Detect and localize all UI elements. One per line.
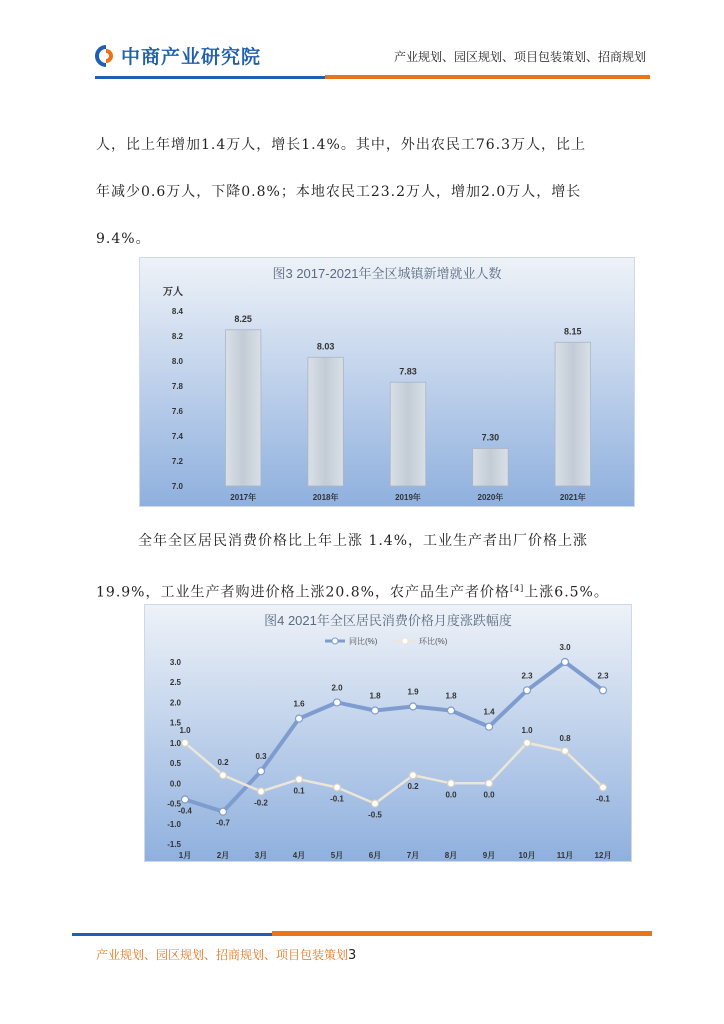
footnote-ref[interactable]: [4]: [509, 584, 525, 593]
page-header: [0, 0, 724, 90]
y-tick-label: -1.5: [167, 840, 181, 849]
y-tick-label: -0.5: [167, 799, 181, 809]
paragraph-line: 全年全区居民消费价格比上年上涨 1.4%，工业生产者出厂价格上涨: [138, 533, 589, 549]
data-label: 2.0: [331, 683, 343, 693]
y-tick-label: 2.0: [169, 698, 181, 708]
paragraph-line: 人，比上年增加1.4万人，增长1.4%。其中，外出农民工76.3万人，比上: [96, 137, 587, 153]
x-tick-label: 5月: [330, 851, 344, 860]
y-tick-label: 7.6: [171, 407, 183, 416]
y-tick-label: 1.0: [169, 738, 181, 748]
x-tick-label: 2018年: [312, 493, 339, 502]
logo-icon: [95, 45, 117, 67]
bar-value-label: 8.25: [234, 313, 252, 324]
y-axis-label: 万人: [163, 287, 183, 298]
x-tick-label: 4月: [292, 851, 306, 860]
data-point: [372, 707, 379, 714]
data-label: 1.9: [407, 687, 419, 697]
data-label: 1.0: [179, 725, 191, 735]
header-divider-orange: [325, 75, 650, 79]
paragraph-line: 9.4%。: [96, 231, 151, 247]
footer: [96, 946, 356, 963]
x-tick-label: 3月: [254, 851, 268, 860]
data-point: [258, 768, 265, 775]
bar-value-label: 7.83: [399, 366, 417, 377]
y-tick-label: 0.5: [169, 759, 181, 769]
data-point: [600, 784, 607, 791]
bar-value-label: 8.03: [316, 341, 335, 352]
data-point: [486, 780, 493, 787]
data-label: 0.0: [445, 790, 457, 800]
data-label: 3.0: [559, 643, 571, 652]
bar: [473, 449, 508, 487]
paragraph-1: [96, 122, 652, 263]
data-label: 0.2: [217, 758, 229, 768]
data-label: 2.3: [597, 671, 609, 681]
data-point: [220, 772, 227, 779]
data-label: -0.2: [254, 798, 268, 808]
y-tick-label: 3.0: [169, 658, 181, 667]
x-tick-label: 11月: [556, 851, 574, 860]
data-label: -0.4: [178, 806, 192, 816]
x-tick-label: 7月: [406, 851, 420, 860]
data-label: 0.8: [559, 733, 571, 743]
data-point: [486, 723, 493, 730]
bar-value-label: 7.30: [481, 432, 500, 443]
y-tick-label: -1.0: [167, 819, 181, 829]
data-label: 0.1: [293, 786, 305, 796]
data-label: 1.0: [521, 725, 533, 735]
x-tick-label: 2019年: [395, 493, 421, 502]
data-label: 0.2: [407, 782, 419, 792]
x-tick-label: 2017年: [230, 493, 257, 502]
data-point: [258, 788, 265, 795]
data-point: [334, 699, 341, 706]
data-point: [296, 715, 303, 722]
x-tick-label: 2020年: [477, 493, 504, 502]
data-point: [220, 808, 227, 815]
y-tick-label: 2.5: [169, 678, 181, 688]
y-tick-label: 7.0: [171, 482, 183, 491]
x-tick-label: 12月: [594, 851, 612, 860]
data-label: -0.7: [216, 818, 230, 828]
data-point: [182, 739, 189, 746]
y-tick-label: 7.2: [171, 457, 183, 466]
legend-marker: [402, 638, 408, 644]
data-label: 2.3: [521, 671, 533, 681]
footer-divider-blue: [72, 933, 272, 936]
x-tick-label: 6月: [368, 851, 382, 860]
data-point: [296, 776, 303, 783]
legend-item-mom: 环比(%): [419, 637, 448, 646]
y-tick-label: 1.5: [169, 718, 181, 728]
data-label: 0.3: [255, 752, 267, 762]
y-tick-label: 8.0: [171, 357, 183, 366]
chart-cpi-svg: [145, 605, 631, 861]
bar: [308, 357, 343, 486]
data-label: -0.1: [330, 794, 344, 804]
y-tick-label: 8.2: [171, 332, 183, 341]
data-point: [410, 703, 417, 710]
bar: [390, 382, 425, 486]
data-label: 0.0: [483, 790, 495, 800]
chart-cpi: [144, 604, 632, 862]
x-tick-label: 10月: [518, 851, 536, 860]
chart-employment: [139, 257, 635, 507]
paragraph-text: 19.9%，工业生产者购进价格上涨20.8%，农产品生产者价格: [96, 584, 510, 601]
x-tick-label: 1月: [178, 851, 192, 860]
bar: [555, 342, 590, 486]
header-divider-blue: [95, 76, 325, 79]
bar: [225, 330, 260, 486]
y-tick-label: 0.0: [169, 779, 181, 789]
data-point: [600, 687, 607, 694]
x-tick-label: 9月: [482, 851, 496, 860]
data-label: 1.8: [369, 691, 381, 701]
chart-title: 图3 2017-2021年全区城镇新增就业人数: [272, 266, 502, 281]
data-label: 1.6: [293, 699, 305, 709]
paragraph-text: 上涨6.5%。: [524, 584, 609, 601]
paragraph-line: 年减少0.6万人，下降0.8%；本地农民工23.2万人，增加2.0万人，增长: [96, 184, 582, 200]
data-point: [562, 747, 569, 754]
data-point: [182, 796, 189, 803]
data-point: [448, 780, 455, 787]
paragraph-2: [96, 518, 652, 617]
data-point: [448, 707, 455, 714]
legend-item-yoy: 同比(%): [349, 637, 378, 646]
page-number: 3: [348, 948, 357, 963]
data-label: 1.4: [483, 707, 495, 717]
header-tagline: 产业规划、园区规划、项目包装策划、招商规划: [393, 50, 646, 64]
data-point: [524, 687, 531, 694]
logo-text: 中商产业研究院: [121, 46, 262, 68]
data-point: [334, 784, 341, 791]
y-tick-label: 7.4: [171, 432, 183, 441]
data-point: [524, 739, 531, 746]
x-tick-label: 2月: [216, 851, 230, 860]
x-tick-label: 2021年: [559, 493, 586, 502]
logo: [95, 42, 261, 69]
x-tick-label: 8月: [444, 851, 458, 860]
chart-title: 图4 2021年全区居民消费价格月度涨跌幅度: [264, 613, 512, 628]
footer-text: 产业规划、园区规划、招商规划、项目包装策划: [96, 948, 349, 962]
data-label: -0.1: [596, 794, 610, 804]
data-label: -0.5: [368, 810, 382, 820]
bar-value-label: 8.15: [564, 326, 582, 337]
chart-employment-svg: [140, 258, 634, 506]
legend-marker: [332, 638, 338, 644]
data-point: [410, 772, 417, 779]
y-tick-label: 8.4: [171, 307, 183, 316]
data-label: 1.8: [445, 691, 457, 701]
y-tick-label: 7.8: [171, 382, 183, 391]
data-point: [372, 800, 379, 807]
data-point: [562, 659, 569, 666]
footer-divider-orange: [272, 931, 652, 936]
